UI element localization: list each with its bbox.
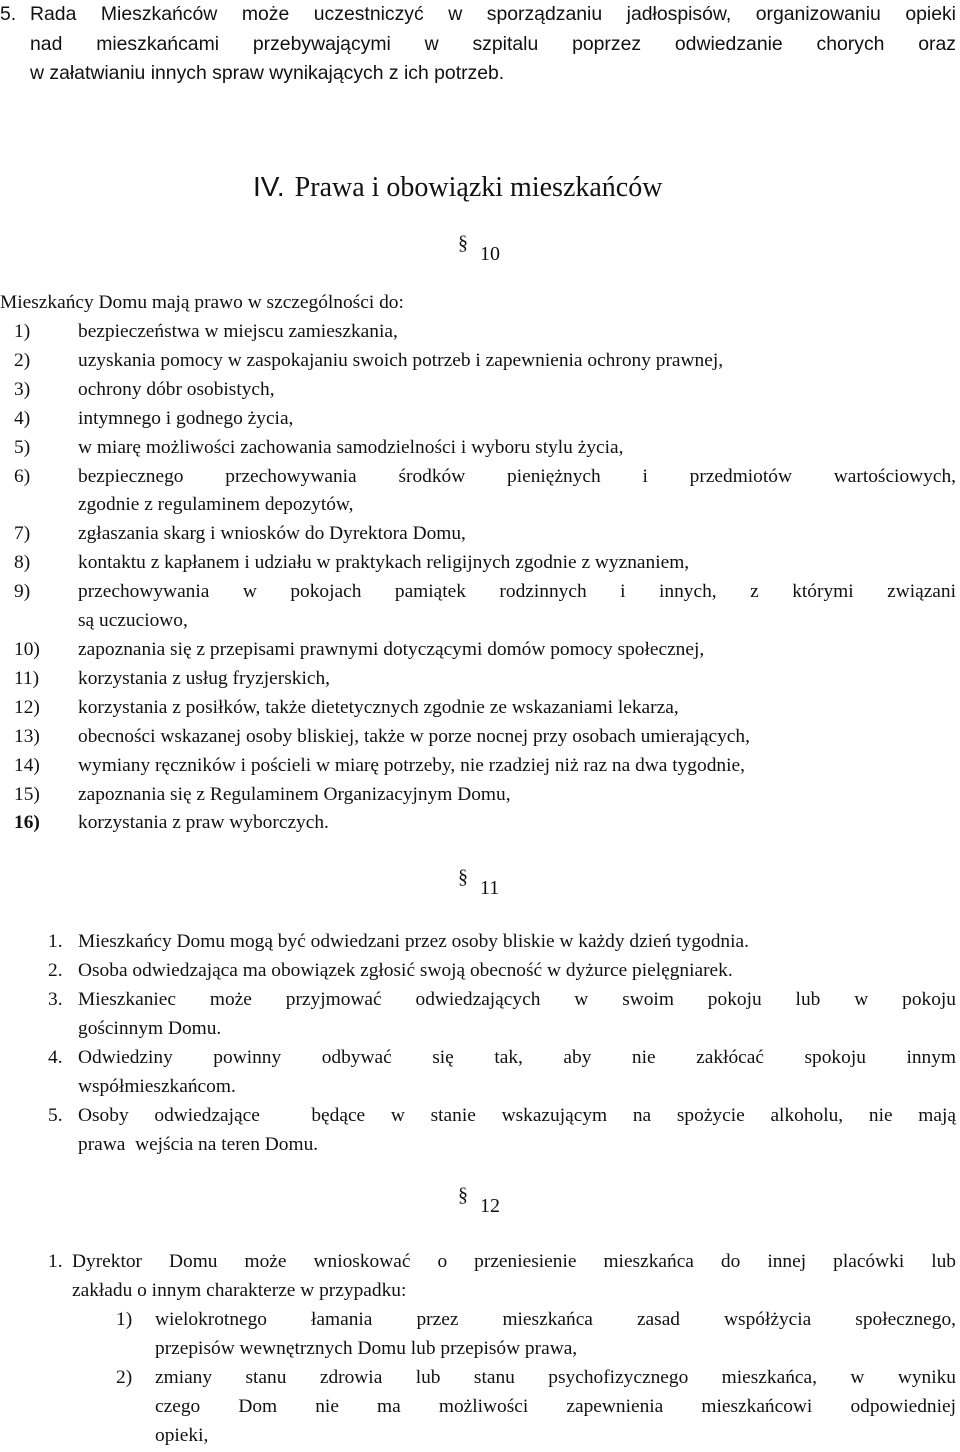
list-item [48, 1101, 956, 1159]
list-item [14, 809, 956, 838]
list-item-text: uzyskania pomocy w zaspokajaniu swoich potrzeb i zapewnienia ochrony prawnej, [78, 349, 724, 371]
list-item [14, 723, 956, 752]
list-item [14, 694, 956, 723]
list-item-label: 15) [14, 783, 40, 805]
list-item-text-line-2: gościnnym Domu. [78, 1018, 222, 1039]
list-item-text: intymnego i godnego życia, [78, 407, 294, 429]
list-item-text-line-2: zgodnie z regulaminem depozytów, [78, 494, 354, 516]
section-12-number: 12 [480, 1195, 500, 1217]
list-item-continuation [48, 1276, 956, 1305]
list-item [14, 636, 956, 665]
paragraph-sign-icon: § [458, 866, 468, 888]
list-item-label: 4. [48, 1047, 63, 1068]
paragraph-sign-icon: § [458, 1184, 468, 1206]
list-item [14, 347, 956, 376]
section-10-number: 10 [480, 243, 500, 265]
list-item-label: 4) [14, 407, 31, 429]
list-item [14, 549, 956, 578]
list-item-text: korzystania z praw wyborczych. [78, 812, 329, 834]
sub-list-item-label: 1) [116, 1309, 133, 1330]
list-item-label: 7) [14, 523, 31, 545]
list-item-text-line-1: Dyrektor Domu może wnioskować o przeniesienie mieszkańca do innej placówki lub [72, 1251, 956, 1272]
list-item-label: 1. [48, 931, 63, 952]
list-item-label: 1) [14, 321, 31, 342]
list-item-text: wymiany ręczników i pościeli w miarę potrzeby, nie rzadziej niż raz na dwa tygodnie, [78, 754, 745, 776]
list-item [48, 927, 956, 956]
chapter-title-text: Prawa i obowiązki mieszkańców [294, 172, 663, 203]
list-item [14, 463, 956, 521]
list-item-label: 5) [14, 436, 31, 458]
list-item [14, 752, 956, 781]
list-item [14, 405, 956, 434]
list-item-label: 2) [14, 349, 31, 371]
list-item-text-line-2: zakładu o innym charakterze w przypadku: [72, 1280, 407, 1301]
list-item [48, 1043, 956, 1101]
list-item-text-line-2: są uczuciowo, [78, 610, 188, 632]
list-item-label: 3) [14, 378, 31, 400]
list-item [14, 318, 956, 347]
list-item-label: 12) [14, 696, 40, 718]
list-item-label: 13) [14, 725, 40, 747]
sub-list-item [116, 1363, 956, 1450]
list-item-label: 14) [14, 754, 40, 776]
list-item [14, 781, 956, 810]
chapter-heading [253, 169, 662, 206]
intro-line-1: Rada Mieszkańców może uczestniczyć w sporządzaniu jadłospisów, organizowaniu opieki [30, 3, 956, 25]
list-item [48, 1247, 956, 1276]
list-item-text-line-1: bezpiecznego przechowywania środków pieniężnych i przedmiotów wartościowych, [78, 465, 956, 487]
section-11-number: 11 [480, 877, 500, 899]
intro-line-2: nad mieszkańcami przebywającymi w szpitalu poprzez odwiedzanie chorych oraz [30, 32, 956, 55]
list-item-text-line-1: przechowywania w pokojach pamiątek rodzinnych i innych, z którymi związani [78, 581, 956, 603]
list-item-text-line-1: Mieszkaniec może przyjmować odwiedzających w swoim pokoju lub w pokoju [78, 989, 956, 1010]
list-item-text-line-2: współmieszkańcom. [78, 1076, 236, 1097]
list-item-label: 9) [14, 581, 31, 603]
intro-number: 5. [0, 3, 17, 25]
list-item-label: 16) [14, 812, 40, 834]
sub-list-item-text-line-2: przepisów wewnętrznych Domu lub przepisów prawa, [155, 1338, 578, 1359]
list-item-text: Osoba odwiedzająca ma obowiązek zgłosić swoją obecność w dyżurce pielęgniarek. [78, 960, 733, 981]
list-item [48, 985, 956, 1043]
sub-list-item-text-line-2: czego Dom nie ma możliwości zapewnienia mieszkańcowi odpowiedniej [155, 1396, 956, 1417]
list-item-label: 2. [48, 960, 63, 981]
sub-list-item-text-line-3: opieki, [155, 1425, 209, 1446]
list-item-label: 6) [14, 465, 31, 487]
list-item-text: kontaktu z kapłanem i udziału w praktykach religijnych zgodnie z wyznaniem, [78, 552, 690, 574]
list-item-text-line-2: prawa wejścia na teren Domu. [78, 1134, 319, 1155]
section-10-list [14, 318, 956, 838]
list-item-label: 10) [14, 638, 40, 660]
sub-list-item-label: 2) [116, 1367, 133, 1388]
list-item [48, 956, 956, 985]
list-item-label: 1. [48, 1251, 63, 1272]
list-item-label: 5. [48, 1105, 63, 1126]
list-item [14, 578, 956, 636]
intro-line-3: w załatwianiu innych spraw wynikających z ich potrzeb. [30, 62, 505, 84]
intro-paragraph [0, 0, 956, 89]
list-item [14, 376, 956, 405]
sub-list-item-text-line-1: wielokrotnego łamania przez mieszkańca zasad współżycia społecznego, [155, 1309, 956, 1330]
sub-list-item [116, 1305, 956, 1363]
list-item-label: 3. [48, 989, 63, 1010]
section-11-heading [458, 866, 500, 902]
section-12-heading [458, 1184, 500, 1220]
section-10-heading [458, 232, 500, 268]
list-item-text: zapoznania się z Regulaminem Organizacyjnym Domu, [78, 783, 511, 805]
list-item-text: zgłaszania skarg i wniosków do Dyrektora Domu, [78, 523, 466, 545]
section-10-lead: Mieszkańcy Domu mają prawo w szczególności do: [0, 292, 404, 313]
list-item-text: korzystania z posiłków, także dietetycznych zgodnie ze wskazaniami lekarza, [78, 696, 679, 718]
list-item-text-line-1: Odwiedziny powinny odbywać się tak, aby nie zakłócać spokoju innym [78, 1047, 956, 1068]
sub-list-item-text-line-1: zmiany stanu zdrowia lub stanu psychofizycznego mieszkańca, w wyniku [155, 1367, 956, 1388]
chapter-number: IV. [253, 171, 285, 202]
list-item [14, 520, 956, 549]
paragraph-sign-icon: § [458, 232, 468, 254]
section-12-list [48, 1247, 956, 1450]
list-item-text: w miarę możliwości zachowania samodzielności i wyboru stylu życia, [78, 436, 624, 458]
list-item [14, 665, 956, 694]
list-item [14, 434, 956, 463]
list-item-text: bezpieczeństwa w miejscu zamieszkania, [78, 321, 398, 342]
list-item-text: zapoznania się z przepisami prawnymi dotyczącymi domów pomocy społecznej, [78, 638, 705, 660]
section-11-list [48, 927, 956, 1159]
list-item-label: 11) [14, 667, 40, 689]
list-item-text: ochrony dóbr osobistych, [78, 378, 275, 400]
list-item-text: Mieszkańcy Domu mogą być odwiedzani przez osoby bliskie w każdy dzień tygodnia. [78, 931, 749, 952]
list-item-text: obecności wskazanej osoby bliskiej, także w porze nocnej przy osobach umierających, [78, 725, 750, 747]
list-item-text-line-1: Osoby odwiedzające będące w stanie wskazującym na spożycie alkoholu, nie mają [78, 1105, 956, 1126]
list-item-text: korzystania z usług fryzjerskich, [78, 667, 330, 689]
list-item-label: 8) [14, 552, 31, 574]
